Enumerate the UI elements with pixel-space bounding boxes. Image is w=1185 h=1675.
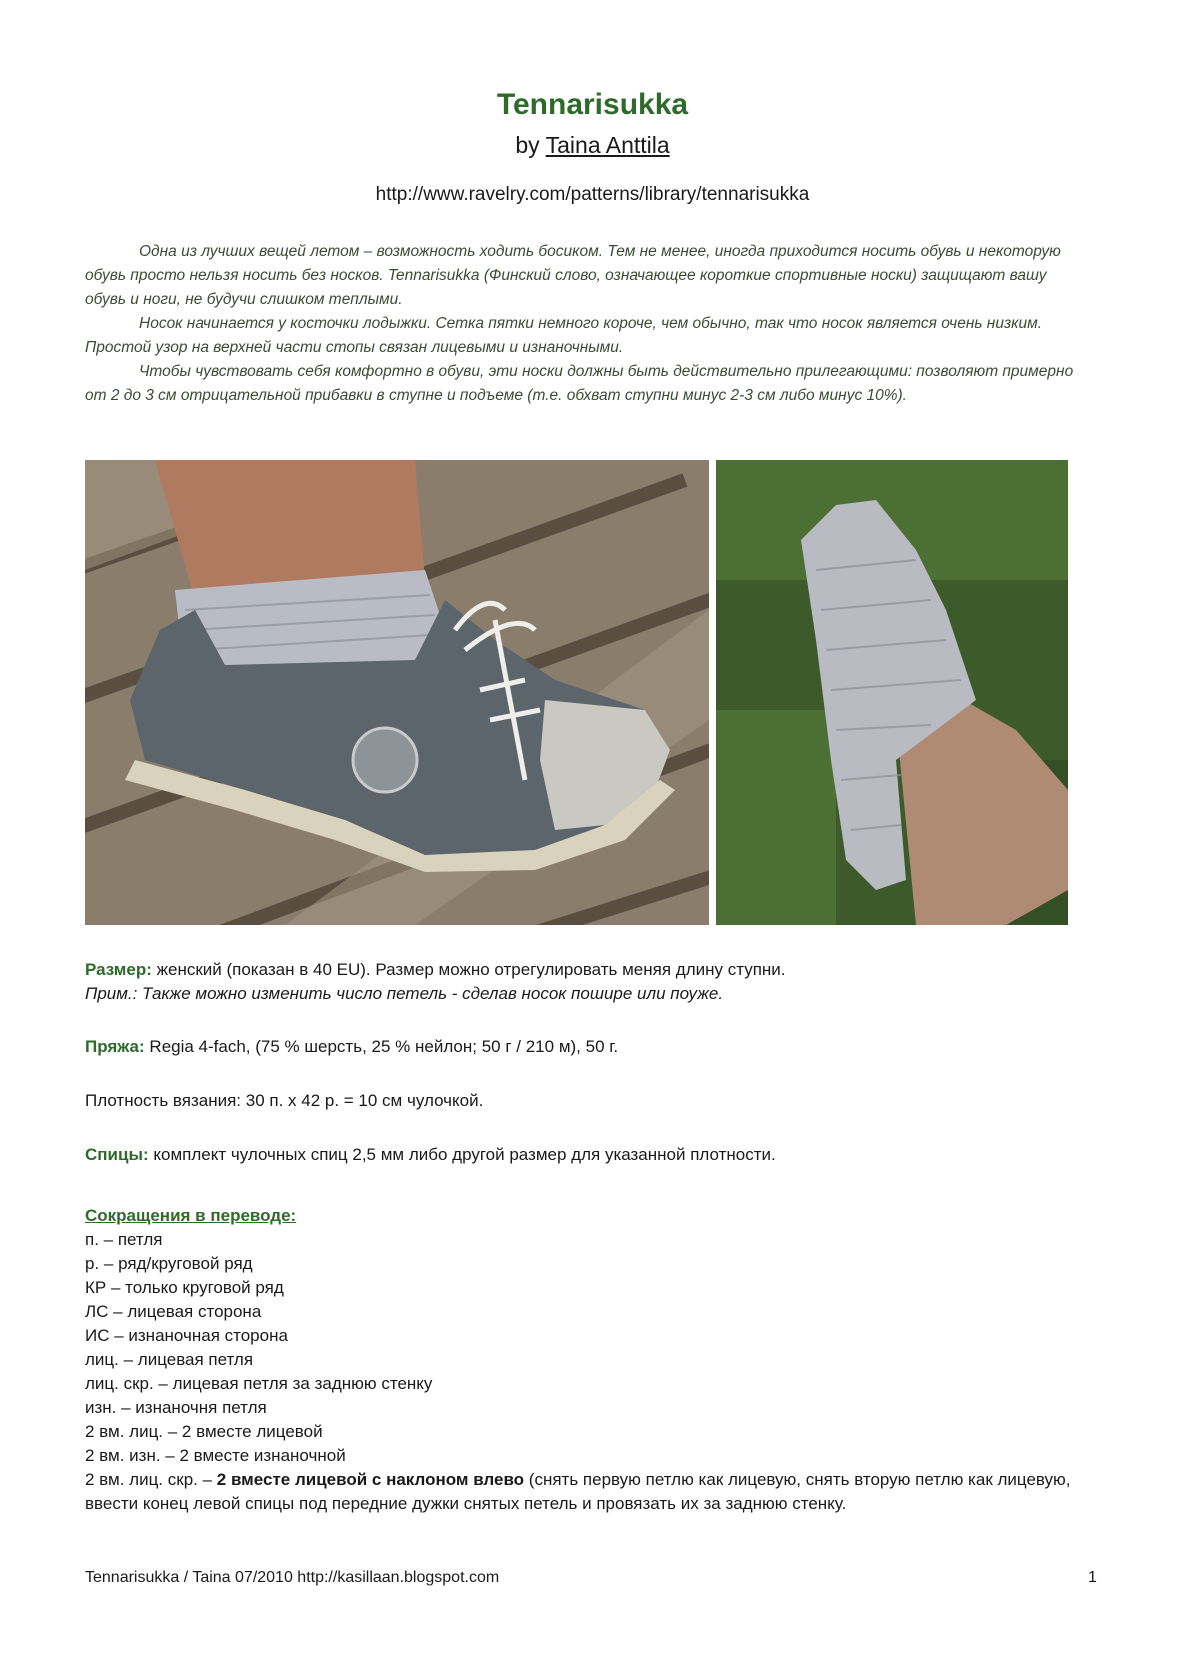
intro-text xyxy=(85,240,1090,408)
footer-credit: Tennarisukka / Taina 07/2010 http://kasillaan.blogspot.com xyxy=(85,1569,500,1586)
photo-sock-on-foot xyxy=(716,460,1068,925)
abbreviations-list xyxy=(85,1228,1085,1516)
photo-sock-in-shoe xyxy=(85,460,709,925)
needles-line xyxy=(85,1143,1095,1167)
list-item: КР – только круговой ряд xyxy=(85,1278,284,1297)
yarn-text: Regia 4-fach, (75 % шерсть, 25 % нейлон; 50 г / 210 м), 50 г. xyxy=(144,1037,619,1056)
ssk-bold: 2 вместе лицевой с наклоном влево xyxy=(216,1470,525,1489)
intro-paragraph-3: Чтобы чувствовать себя комфортно в обуви, эти носки должны быть действительно прилегающими: позволяют примерно от 2 до 3 см отрицательной прибавки в ступне и подъеме (т.е. обхват ступни минус 2-3 см либо минус 10%). xyxy=(85,363,1074,404)
intro-paragraph-2: Носок начинается у косточки лодыжки. Сетка пятки немного короче, чем обычно, так что носок является очень низким. Простой узор на верхней части стопы связан лицевыми и изнаночными. xyxy=(85,315,1043,356)
list-item: ЛС – лицевая сторона xyxy=(85,1302,262,1321)
abbreviations-heading: Сокращения в переводе: xyxy=(85,1206,297,1225)
page-number: 1 xyxy=(1088,1569,1097,1586)
yarn-label: Пряжа: xyxy=(85,1037,145,1056)
size-note: Прим.: Также можно изменить число петель - сделав носок пошире или поуже. xyxy=(85,984,724,1003)
size-label: Размер: xyxy=(85,960,152,979)
list-item: ИС – изнаночная сторона xyxy=(85,1326,288,1345)
intro-paragraph-1: Одна из лучших вещей летом – возможность ходить босиком. Тем не менее, иногда приходится носить обувь и некоторую обувь просто нельзя носить без носков. Tennarisukka (Финский слово, означающее короткие спортивные носки) защищают вашу обувь и ноги, не будучи слишком теплыми. xyxy=(85,243,1061,308)
pattern-url[interactable]: http://www.ravelry.com/patterns/library/tennarisukka xyxy=(375,184,810,205)
needles-text: комплект чулочных спиц 2,5 мм либо другой размер для указанной плотности. xyxy=(148,1145,776,1164)
list-item: р. – ряд/круговой ряд xyxy=(85,1254,253,1273)
ssk-prefix: 2 вм. лиц. скр. – xyxy=(85,1470,217,1489)
ssk-rest: (снять первую петлю как лицевую, снять вторую петлю как лицевую, ввести конец левой спицы под передние дужки снятых петель и провязать их за заднюю стенку. xyxy=(85,1470,1071,1513)
by-prefix: by xyxy=(515,132,540,158)
size-text: женский (показан в 40 EU). Размер можно отрегулировать меняя длину ступни. xyxy=(151,960,786,979)
pattern-title: Tennarisukka xyxy=(496,88,689,121)
author-link[interactable]: Taina Anttila xyxy=(545,132,670,158)
needles-label: Спицы: xyxy=(85,1145,149,1164)
list-item: 2 вм. изн. – 2 вместе изнаночной xyxy=(85,1446,346,1465)
list-item-ssk xyxy=(85,1468,1085,1516)
list-item: лиц. скр. – лицевая петля за заднюю стенку xyxy=(85,1374,433,1393)
byline xyxy=(0,132,1185,159)
list-item: 2 вм. лиц. – 2 вместе лицевой xyxy=(85,1422,323,1441)
list-item: п. – петля xyxy=(85,1230,163,1249)
size-line xyxy=(85,958,1095,982)
list-item: изн. – изнаночня петля xyxy=(85,1398,267,1417)
yarn-line xyxy=(85,1035,1095,1059)
gauge-line: Плотность вязания: 30 п. х 42 р. = 10 см чулочкой. xyxy=(85,1091,484,1110)
list-item: лиц. – лицевая петля xyxy=(85,1350,254,1369)
